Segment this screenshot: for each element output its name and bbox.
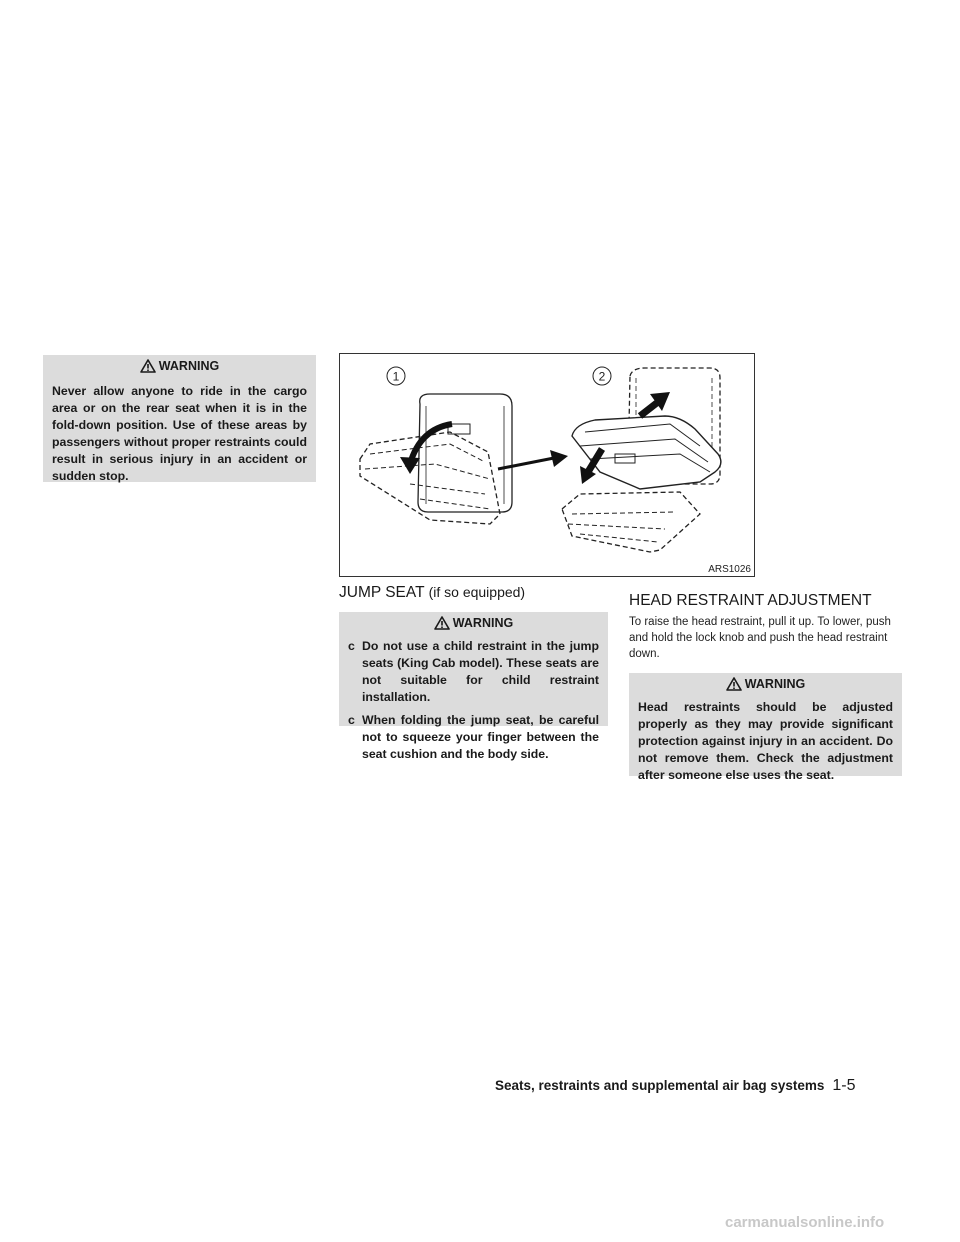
bullet-text: When folding the jump seat, be careful not to squeeze your finger between the seat cushion and the body side. xyxy=(362,713,599,761)
seat-2-cushion xyxy=(572,416,721,489)
head-restraint-heading: HEAD RESTRAINT ADJUSTMENT xyxy=(629,592,872,609)
transition-arrow xyxy=(498,458,554,469)
warning-box-head-restraint xyxy=(629,673,902,782)
warning-text: Never allow anyone to ride in the cargo area or on the rear seat when it is in the fold-down position. Use of these areas by passengers without proper restraints could result in serious injury in an accident or sudden stop. xyxy=(52,384,307,483)
page-footer xyxy=(495,1077,856,1095)
warning-triangle-icon xyxy=(726,677,742,691)
jump-seat-heading-text: JUMP SEAT xyxy=(339,584,425,601)
figure-label-1: 1 xyxy=(392,369,400,384)
warning-triangle-icon xyxy=(434,616,450,630)
warning-bullet xyxy=(348,712,599,763)
seat-1-back xyxy=(418,394,512,512)
warning-title: WARNING xyxy=(744,677,806,691)
jump-seat-heading-sub: (if so equipped) xyxy=(428,584,526,600)
warning-header xyxy=(339,614,608,632)
warning-header xyxy=(629,675,902,693)
warning-box-cargo xyxy=(43,355,316,482)
bullet-text: Do not use a child restraint in the jump seats (King Cab model). These seats are not suitable for child restraint installation. xyxy=(362,639,599,704)
warning-box-jump-seat xyxy=(339,612,608,761)
jump-seat-illustration xyxy=(340,354,754,576)
warning-bullet xyxy=(348,638,599,706)
figure-label-2: 2 xyxy=(598,369,606,384)
seat-1-cushion xyxy=(360,432,500,524)
head-restraint-paragraph: To raise the head restraint, pull it up. To lower, push and hold the lock knob and push the head restraint down. xyxy=(629,616,891,660)
warning-title: WARNING xyxy=(158,359,220,373)
bullet-symbol: c xyxy=(348,639,355,653)
jump-seat-heading xyxy=(339,584,525,602)
warning-triangle-icon xyxy=(140,359,156,373)
seat-2-up-arrow xyxy=(640,402,658,416)
warning-title: WARNING xyxy=(452,616,514,630)
seat-2-lower-cushion xyxy=(562,492,700,552)
watermark: carmanualsonline.info xyxy=(725,1214,885,1231)
warning-text: Head restraints should be adjusted properly as they may provide significant protection against injury in an accident. Do not remove them. Check the adjustment after someone else uses the seat. xyxy=(638,700,893,782)
bullet-symbol: c xyxy=(348,713,355,727)
figure-code: ARS1026 xyxy=(708,564,751,575)
jump-seat-figure xyxy=(339,353,755,577)
page-number: 1-5 xyxy=(832,1077,856,1094)
warning-header xyxy=(43,357,316,375)
warning-bullets xyxy=(339,638,608,776)
footer-section-title: Seats, restraints and supplemental air bag systems xyxy=(495,1078,825,1093)
